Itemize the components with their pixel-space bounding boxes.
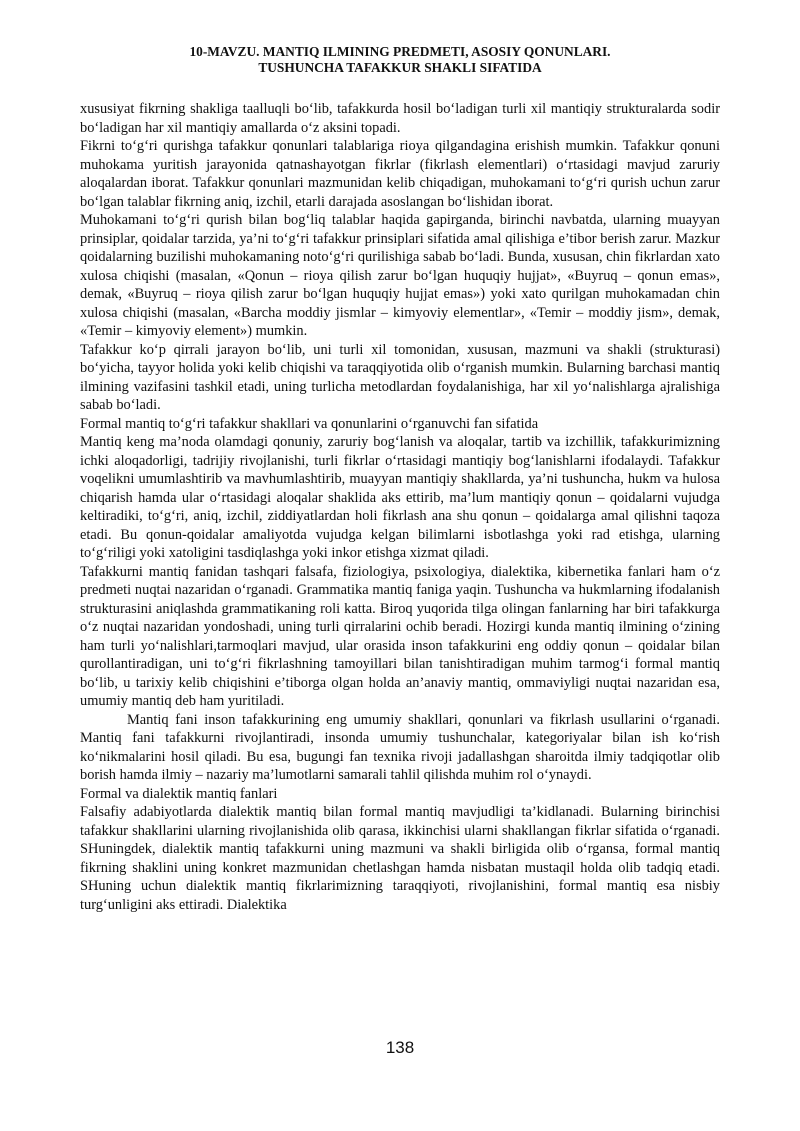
section-heading: Formal mantiq to‘g‘ri tafakkur shakllari va qonunlarini o‘rganuvchi fan sifatida xyxy=(80,415,539,432)
paragraph: Fikrni to‘g‘ri qurishga tafakkur qonunlari talablariga rioya qilgandagina erishish mumkin. Tafakkur qonuni muhokama yuritish jarayonida qatnashayotgan fikrlar (fikrlash elementlari) o‘rtasidagi mavjud zaruriy aloqalardan iborat. Tafakkur qonunlari mazmunidan kelib chiqadigan, muhokamani to‘g‘ri qurish uchun zarur bo‘lgan talablar fikrning aniq, izchil, etarli darajada asoslangan bo‘lishidan iborat. xyxy=(80,138,720,210)
page-header xyxy=(80,44,720,76)
header-title-line-2: TUSHUNCHA TAFAKKUR SHAKLI SIFATIDA xyxy=(258,60,542,75)
paragraph: Tafakkur ko‘p qirrali jarayon bo‘lib, uni turli xil tomonidan, xususan, mazmuni va shakli (strukturasi) bo‘yicha, tayyor holida yoki kelib chiqishi va taraqqiyotida olib o‘rganish mumkin. Bularning barchasi mantiq ilmining vazifasini tashkil etadi, uning turlicha metodlardan foydalanishiga, har xil yo‘nalishlarga ajralishiga sabab bo‘ladi. xyxy=(80,341,720,413)
paragraph: Falsafiy adabiyotlarda dialektik mantiq bilan formal mantiq mavjudligi ta’kidlanadi. Bularning birinchisi tafakkur shakllarini ularning rivojlanishida olib qarasa, ikkinchisi ularni shakllangan fikrlar sifatida o‘rganadi. SHuningdek, dialektik mantiq tafakkurni uning mazmuni va shakli birligida olib o‘rgansa, formal mantiq fikrning shaklini uning konkret mazmunidan chetlashgan hamda nisbatan mustaqil holda olib tadqiq etadi. SHuning uchun dialektik mantiq fikrlarimizning taraqqiyoti, rivojlanishini, formal mantiq esa nisbiy turg‘unligini aks ettiradi. Dialektika xyxy=(80,804,720,913)
section-heading: Formal va dialektik mantiq fanlari xyxy=(80,785,278,802)
paragraph: Tafakkurni mantiq fanidan tashqari falsafa, fiziologiya, psixologiya, dialektika, kibernetika fanlari ham o‘z predmeti nuqtai nazaridan o‘rganadi. Grammatika mantiq faniga yaqin. Tushuncha va hukmlarning ifodalanish strukturasini aniqlashda grammatikaning roli katta. Biroq yuqorida tilga olingan fanlarning har biri tafakkurga o‘z nuqtai nazaridan yondoshadi, uning turli qirralarini ochib beradi. Hozirgi kunda mantiq ilmining o‘zining ham turli yo‘nalishlari,tarmoqlari mavjud, ular orasida inson tafakkurini eng oddiy qonun – qoidalar bilan qurollantiradigan, uni to‘g‘ri fikrlashning tamoyillari bilan tanishtiradigan muhim tarmog‘i formal mantiq bo‘lib, u tarixiy kelib chiqishini e’tiborga olgan holda an’anaviy mantiq, ommaviyligi nuqtai nazaridan esa, umumiy mantiq deb ham yuritiladi. xyxy=(80,563,720,709)
paragraph: Mantiq keng ma’noda olamdagi qonuniy, zaruriy bog‘lanish va aloqalar, tartib va izchillik, tafakkurimizning ichki aloqadorligi, tadrijiy rivojlanishi, turli fikrlar o‘rtasidagi mantiqiy bog‘lanishlarni ifodalaydi. Tafakkur voqelikni umumlashtirib va mavhumlashtirib, muayyan mantiqiy shakllarda, ya’ni tushuncha, hukm va hulosa chiqarish hamda ular o‘rtasidagi aloqalar shaklida aks ettirib, ma’lum mantiqiy qonun – qoidalarni vujudga keltiradiki, to‘g‘ri, aniq, izchil, ziddiyatlardan holi fikrlash ana shu qonun – qoidalarga amal qilishni taqoza etadi. Bu qonun-qoidalar amaliyotda vujudga kelgan bilimlarni isbotlashga yoki rad etishga, ularning to‘g‘riligi yoki xatoligini tasdiqlashga yoki inkor etishga xizmat qiladi. xyxy=(80,434,720,561)
page-number: 138 xyxy=(385,1038,415,1057)
paragraph: Muhokamani to‘g‘ri qurish bilan bog‘liq talablar haqida gapirganda, birinchi navbatda, ularning muayyan prinsiplar, qoidalar tarzida, ya’ni to‘g‘ri tafakkur prinsiplari sifatida amal qilishiga e’tibor berish zarur. Mazkur qoidalarning buzilishi muhokamaning noto‘g‘ri qurilishiga sabab bo‘ladi. Bunda, xususan, chin fikrlardan xato xulosa chiqishi (masalan, «Qonun – rioya qilish zarur bo‘lgan huquqiy hujjat», «Buyruq – qonun emas», demak, «Buyruq – rioya qilish zarur bo‘lgan huquqiy hujjat emas») yoki xato qurilgan muhokamadan chin xulosa chiqishi (masalan, «Barcha moddiy jismlar – kimyoviy elementlar», «Temir – moddiy jism», demak, «Temir – kimyoviy element») mumkin. xyxy=(80,212,720,339)
paragraph: xususiyat fikrning shakliga taalluqli bo‘lib, tafakkurda hosil bo‘ladigan turli xil mantiqiy strukturalarda sodir bo‘ladigan har xil mantiqiy amallarda o‘z aksini topadi. xyxy=(80,101,720,136)
header-title-line-1: 10-MAVZU. MANTIQ ILMINING PREDMETI, ASOSIY QONUNLARI. xyxy=(189,44,611,59)
paragraph: Mantiq fani inson tafakkurining eng umumiy shakllari, qonunlari va fikrlash usullarini o‘rganadi. Mantiq fani tafakkurni rivojlantiradi, insonda umumiy tushunchalar, kategoriyalar bilan ish ko‘rish ko‘nikmalarini hosil qiladi. Bu esa, bugungi fan texnika rivoji jadallashgan sharoitda ilmiy tadqiqotlar olib borish hamda ilmiy – nazariy ma’lumotlarni samarali tahlil qilishda muhim rol o‘ynaydi. xyxy=(80,711,720,783)
body-text xyxy=(80,100,720,914)
